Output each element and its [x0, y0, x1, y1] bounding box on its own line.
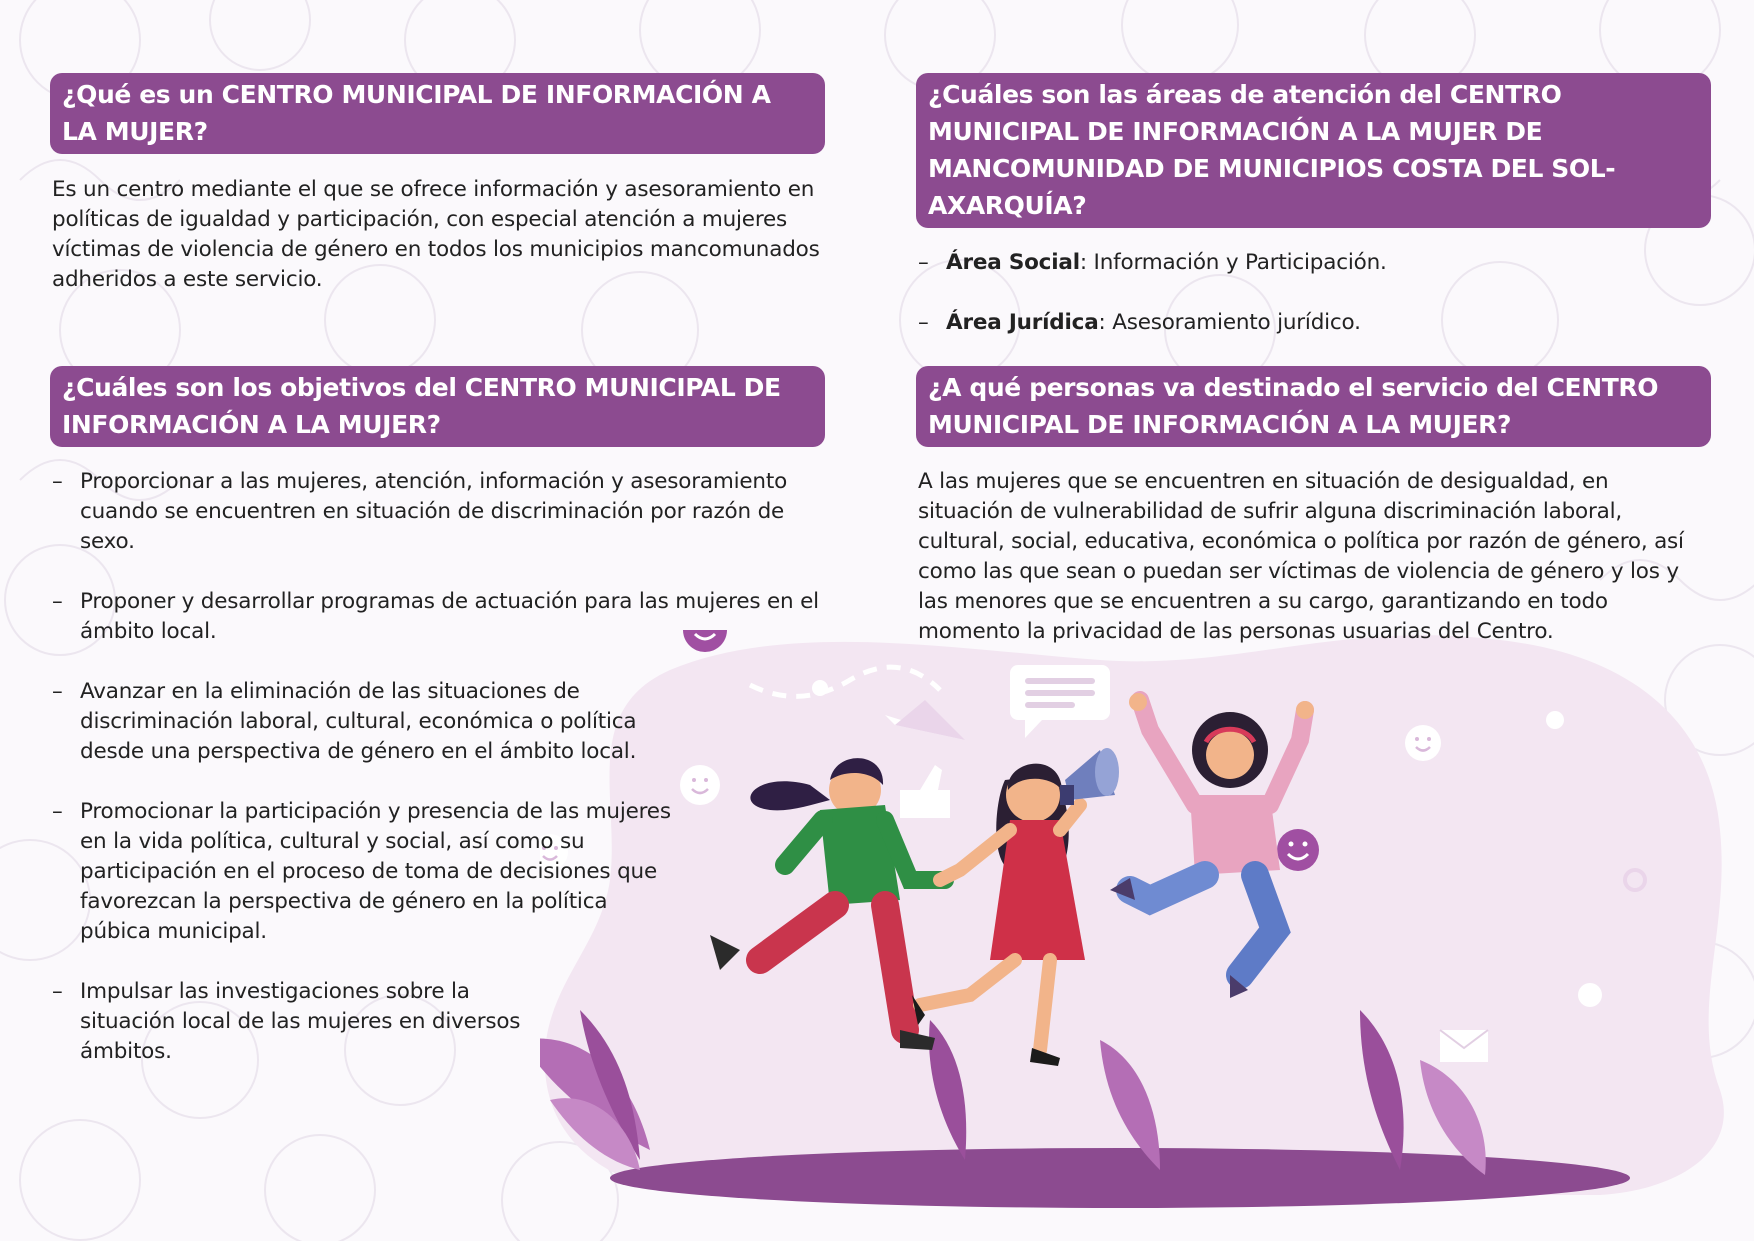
section-areas [916, 73, 1711, 338]
smiley-icon [1405, 725, 1441, 761]
section-text: A las mujeres que se encuentren en situación de desigualdad, en situación de vulnerabilidad de sufrir alguna discriminación laboral, cultural, social, educativa, económica o política por razón de género, así como las que sean o puedan ser víctimas de violencia de género y los y las menores que se encuentren a su cargo, garantizando en todo momento la privacidad de las personas usuarias del Centro. [918, 469, 1684, 644]
area-desc: : Información y Participación. [1079, 250, 1387, 275]
objectives-list [50, 467, 825, 1067]
list-item: – Proponer y desarrollar programas de actuación para las mujeres en el ámbito local. [50, 587, 825, 647]
section-objectives [50, 366, 825, 1067]
decor-dot [1546, 711, 1564, 729]
decor-dot [1578, 983, 1602, 1007]
areas-list [916, 248, 1711, 338]
list-item: – Impulsar las investigaciones sobre la situación local de las mujeres en diversos ámbitos. [50, 977, 550, 1067]
list-item [916, 248, 1711, 278]
area-desc: : Asesoramiento jurídico. [1098, 310, 1361, 335]
area-name: Área Social [946, 250, 1080, 275]
smiley-icon [1277, 829, 1319, 871]
section-heading: ¿Qué es un CENTRO MUNICIPAL DE INFORMACIÓN A LA MUJER? [50, 73, 825, 154]
section-what-is [50, 73, 825, 295]
list-item: – Avanzar en la eliminación de las situaciones de discriminación laboral, cultural, económica o política desde una perspectiva de género en el ámbito local. [50, 677, 680, 767]
area-name: Área Jurídica [946, 310, 1099, 335]
section-heading: ¿Cuáles son las áreas de atención del CENTRO MUNICIPAL DE INFORMACIÓN A LA MUJER DE MANCOMUNIDAD DE MUNICIPIOS COSTA DEL SOL-AXARQUÍA? [916, 73, 1711, 228]
list-item: – Proporcionar a las mujeres, atención, información y asesoramiento cuando se encuentren en situación de discriminación por razón de sexo. [50, 467, 825, 557]
section-heading: ¿A qué personas va destinado el servicio del CENTRO MUNICIPAL DE INFORMACIÓN A LA MUJER? [916, 366, 1711, 447]
section-heading: ¿Cuáles son los objetivos del CENTRO MUNICIPAL DE INFORMACIÓN A LA MUJER? [50, 366, 825, 447]
list-item [916, 308, 1711, 338]
section-target-audience [916, 366, 1711, 647]
list-item: – Promocionar la participación y presencia de las mujeres en la vida política, cultural y social, así como su participación en el proceso de toma de decisiones que favorezcan la perspectiva de género en la política púbica municipal. [50, 797, 680, 947]
envelope-icon [1440, 1030, 1488, 1062]
section-text: Es un centro mediante el que se ofrece información y asesoramiento en políticas de igualdad y participación, con especial atención a mujeres víctimas de violencia de género en todos los municipios mancomunados adheridos a este servicio. [52, 177, 820, 292]
